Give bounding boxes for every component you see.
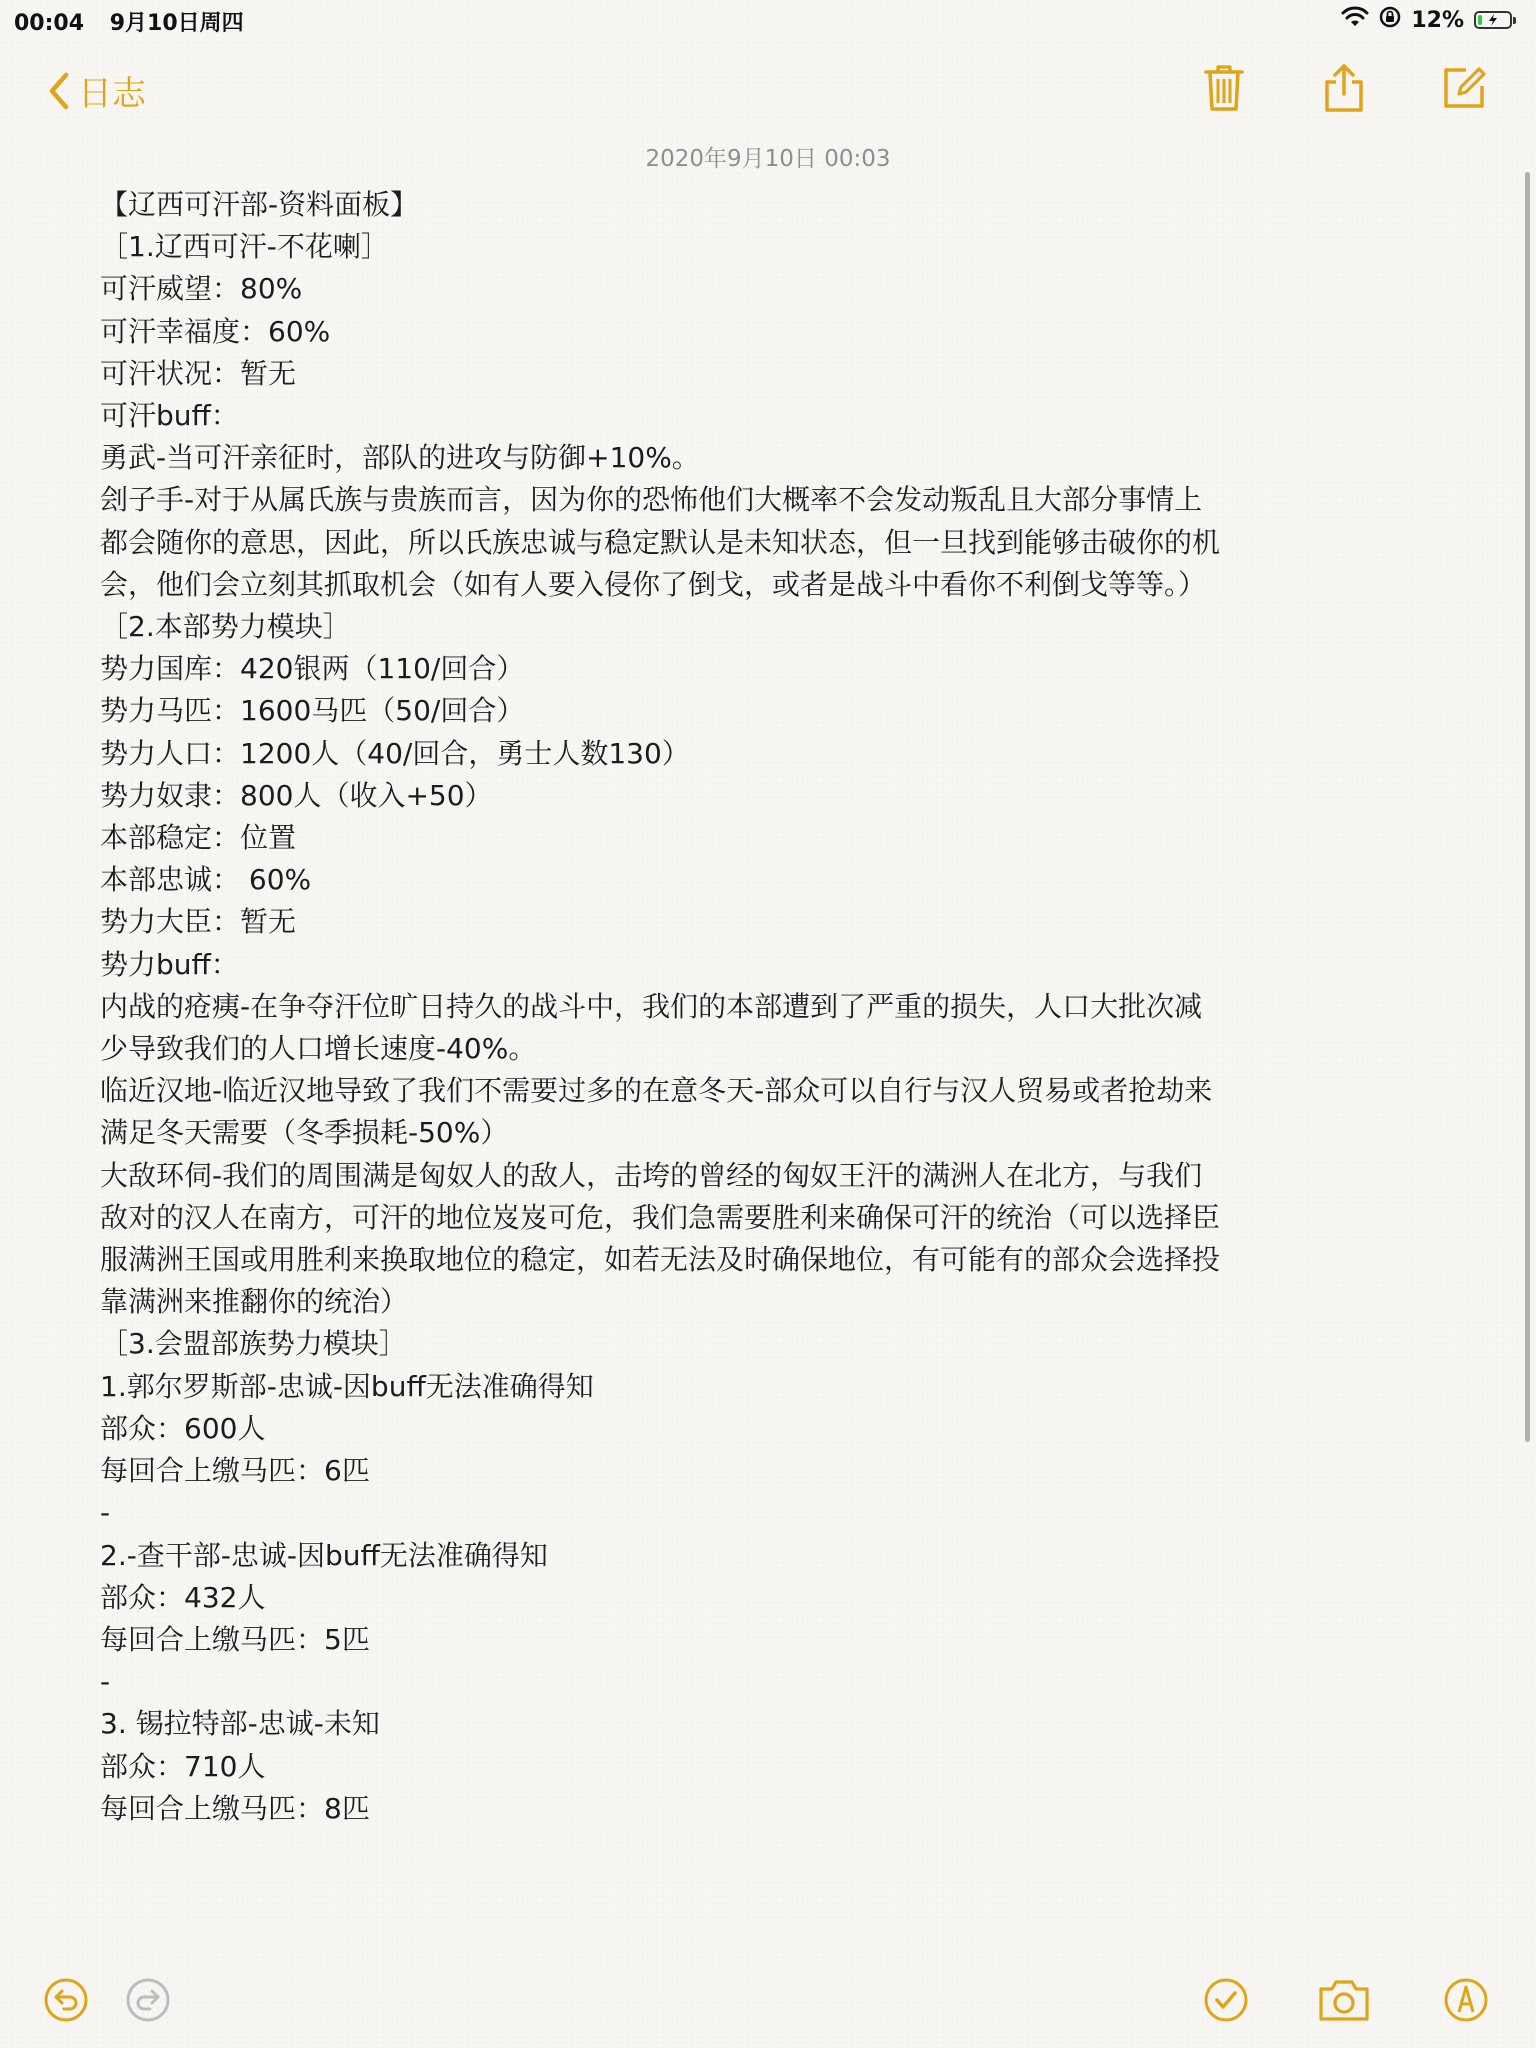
status-right: [1341, 6, 1516, 34]
note-line: 本部忠诚： 60%: [100, 863, 312, 897]
trash-icon: [1202, 63, 1246, 113]
chevron-left-icon: [48, 71, 70, 111]
nav-bar: [0, 50, 1536, 130]
share-button[interactable]: [1316, 60, 1372, 116]
note-line: -: [100, 1496, 111, 1530]
undo-icon: [42, 1976, 90, 2024]
note-line: 势力buff：: [100, 947, 239, 981]
note-line: 势力人口：1200人（40/回合，勇士人数130）: [100, 736, 690, 770]
status-date: 9月10日周四: [109, 11, 244, 36]
bottom-toolbar: [0, 1948, 1536, 2048]
note-line: 每回合上缴马匹：5匹: [100, 1622, 370, 1656]
note-line: 可汗状况：暂无: [100, 356, 297, 390]
redo-icon: [124, 1976, 172, 2024]
wifi-icon: [1341, 6, 1369, 34]
note-line: ［3.会盟部族势力模块］: [100, 1327, 407, 1361]
note-line: 每回合上缴马匹：6匹: [100, 1454, 370, 1488]
camera-icon: [1317, 1977, 1371, 2023]
note-line: 勇武-当可汗亲征时，部队的进攻与防御+10%。: [100, 441, 700, 475]
compose-icon: [1440, 64, 1488, 112]
note-line: -: [100, 1665, 111, 1699]
note-body[interactable]: [100, 184, 1230, 1830]
note-line: 可汗威望：80%: [100, 272, 303, 306]
back-button[interactable]: [48, 66, 146, 115]
note-line: 势力大臣：暂无: [100, 905, 297, 939]
note-line: 势力奴隶：800人（收入+50）: [100, 778, 493, 812]
battery-percent: 12%: [1411, 7, 1464, 33]
redo-button[interactable]: [118, 1970, 178, 2030]
note-line: 部众：432人: [100, 1580, 266, 1614]
note-line: 大敌环伺-我们的周围满是匈奴人的敌人，击垮的曾经的匈奴王汗的满洲人在北方，与我们敌对的汉人在南方，可汗的地位岌岌可危，我们急需要胜利来确保可汗的统治（可以选择臣服满洲王国或用胜利来换取地位的稳定，如若无法及时确保地位，有可能有的部众会选择投靠满洲来推翻你的统治）: [100, 1158, 1221, 1319]
battery-fill: [1478, 15, 1482, 25]
note-line: 每回合上缴马匹：8匹: [100, 1791, 370, 1825]
note-line: 势力国库：420银两（110/回合）: [100, 652, 525, 686]
note-line: 临近汉地-临近汉地导致了我们不需要过多的在意冬天-部众可以自行与汉人贸易或者抢劫来满足冬天需要（冬季损耗-50%）: [100, 1074, 1213, 1150]
note-line: 刽子手-对于从属氏族与贵族而言，因为你的恐怖他们大概率不会发动叛乱且大部分事情上都会随你的意思，因此，所以氏族忠诚与稳定默认是未知状态，但一旦找到能够击破你的机会，他们会立刻其抓取机会（如有人要入侵你了倒戈，或者是战斗中看你不利倒戈等等。）: [100, 483, 1221, 601]
markup-icon: [1442, 1976, 1490, 2024]
note-line: ［1.辽西可汗-不花喇］: [100, 230, 389, 264]
status-bar: [0, 0, 1536, 40]
note-line: 势力马匹：1600马匹（50/回合）: [100, 694, 525, 728]
note-timestamp: 2020年9月10日 00:03: [645, 146, 891, 172]
markup-button[interactable]: [1436, 1970, 1496, 2030]
note-line: 可汗buff：: [100, 399, 239, 433]
note-line: 本部稳定：位置: [100, 821, 297, 855]
note-line: ［2.本部势力模块］: [100, 610, 351, 644]
note-line: 可汗幸福度：60%: [100, 314, 331, 348]
camera-button[interactable]: [1314, 1970, 1374, 2030]
trash-button[interactable]: [1196, 60, 1252, 116]
battery-icon: [1474, 11, 1516, 29]
status-time: 00:04: [14, 11, 85, 36]
orientation-lock-icon: [1379, 6, 1401, 34]
share-icon: [1322, 62, 1366, 114]
checklist-icon: [1202, 1976, 1250, 2024]
note-line: 内战的疮痍-在争夺汗位旷日持久的战斗中，我们的本部遭到了严重的损失，人口大批次减少导致我们的人口增长速度-40%。: [100, 989, 1203, 1066]
back-label: 日志: [78, 74, 146, 114]
scroll-indicator[interactable]: [1525, 172, 1530, 1442]
note-line: 2.-查干部-忠诚-因buff无法准确得知: [100, 1538, 548, 1572]
compose-button[interactable]: [1436, 60, 1492, 116]
note-line: 部众：600人: [100, 1411, 266, 1445]
status-left: [14, 6, 262, 37]
checklist-button[interactable]: [1196, 1970, 1256, 2030]
note-line: 3. 锡拉特部-忠诚-未知: [100, 1707, 380, 1741]
note-line: 【辽西可汗部-资料面板】: [100, 188, 419, 221]
note-line: 部众：710人: [100, 1749, 266, 1783]
note-line: 1.郭尔罗斯部-忠诚-因buff无法准确得知: [100, 1369, 594, 1403]
undo-button[interactable]: [36, 1970, 96, 2030]
